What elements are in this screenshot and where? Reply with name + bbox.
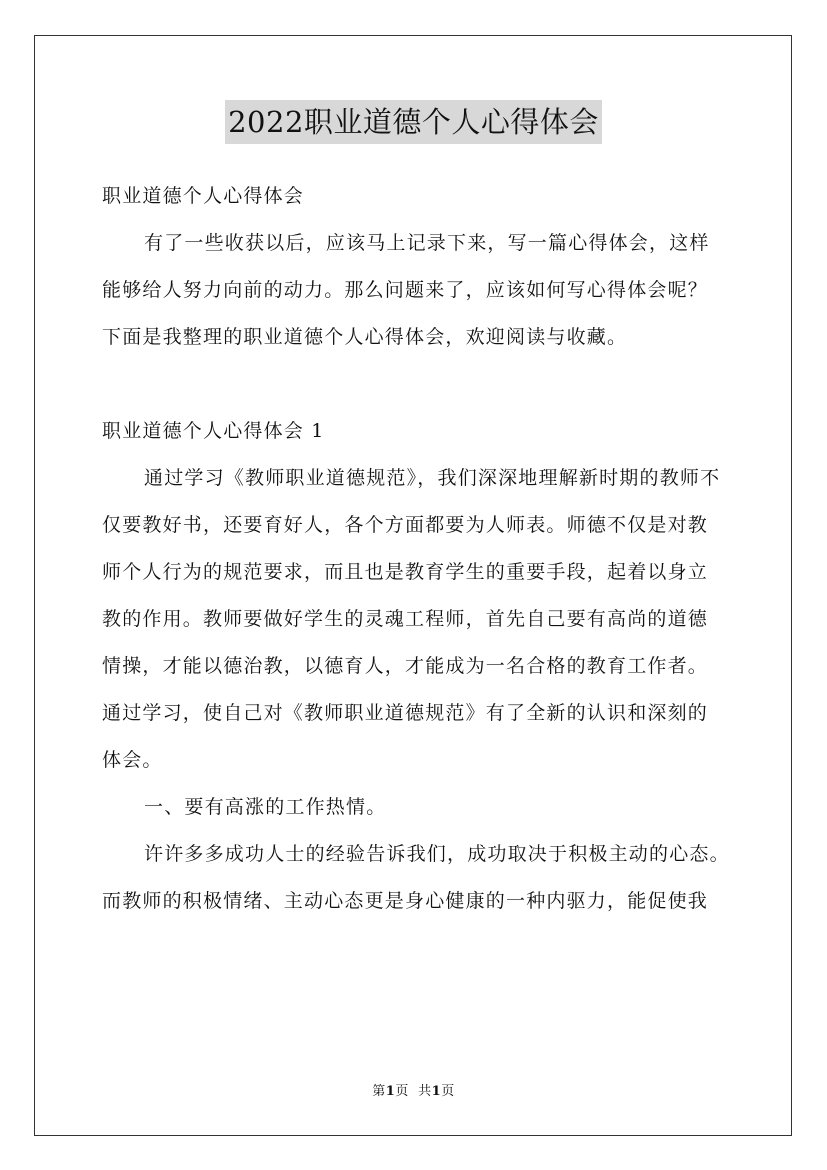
point-heading: 一、要有高涨的工作热情。 <box>144 796 387 818</box>
page-suffix: 页 <box>395 1084 409 1099</box>
section-paragraph-line: 师个人行为的规范要求，而且也是教育学生的重要手段，起着以身立 <box>102 561 709 583</box>
point-paragraph-line: 而教师的积极情绪、主动心态更是身心健康的一种内驱力，能促使我 <box>102 890 709 912</box>
section-paragraph-line: 仅要教好书，还要育好人，各个方面都要为人师表。师德不仅是对教 <box>102 514 709 536</box>
section-paragraph-line: 体会。 <box>102 749 163 771</box>
point-paragraph-line: 许许多多成功人士的经验告诉我们，成功取决于积极主动的心态。 <box>144 843 730 865</box>
document-title: 2022职业道德个人心得体会 <box>225 100 602 144</box>
document-body <box>102 173 732 925</box>
page-number: 1 <box>385 1084 396 1099</box>
intro-paragraph-line: 有了一些收获以后，应该马上记录下来，写一篇心得体会，这样 <box>144 232 710 254</box>
section-paragraph-line: 通过学习《教师职业道德规范》，我们深深地理解新时期的教师不 <box>144 467 721 489</box>
total-suffix: 页 <box>441 1084 455 1099</box>
blank-line <box>102 361 732 408</box>
title-container <box>0 100 827 144</box>
total-prefix: 共 <box>418 1084 432 1099</box>
intro-paragraph-line: 能够给人努力向前的动力。那么问题来了，应该如何写心得体会呢？ <box>102 279 709 301</box>
total-pages: 1 <box>431 1084 442 1099</box>
section-paragraph-line: 通过学习，使自己对《教师职业道德规范》有了全新的认识和深刻的 <box>102 702 709 724</box>
intro-heading: 职业道德个人心得体会 <box>102 185 305 207</box>
page-footer <box>0 1082 827 1102</box>
section-heading: 职业道德个人心得体会 1 <box>102 420 325 442</box>
page-prefix: 第 <box>372 1084 386 1099</box>
section-paragraph-line: 教的作用。教师要做好学生的灵魂工程师，首先自己要有高尚的道德 <box>102 608 709 630</box>
intro-paragraph-line: 下面是我整理的职业道德个人心得体会，欢迎阅读与收藏。 <box>102 326 628 348</box>
section-paragraph-line: 情操，才能以德治教，以德育人，才能成为一名合格的教育工作者。 <box>102 655 709 677</box>
